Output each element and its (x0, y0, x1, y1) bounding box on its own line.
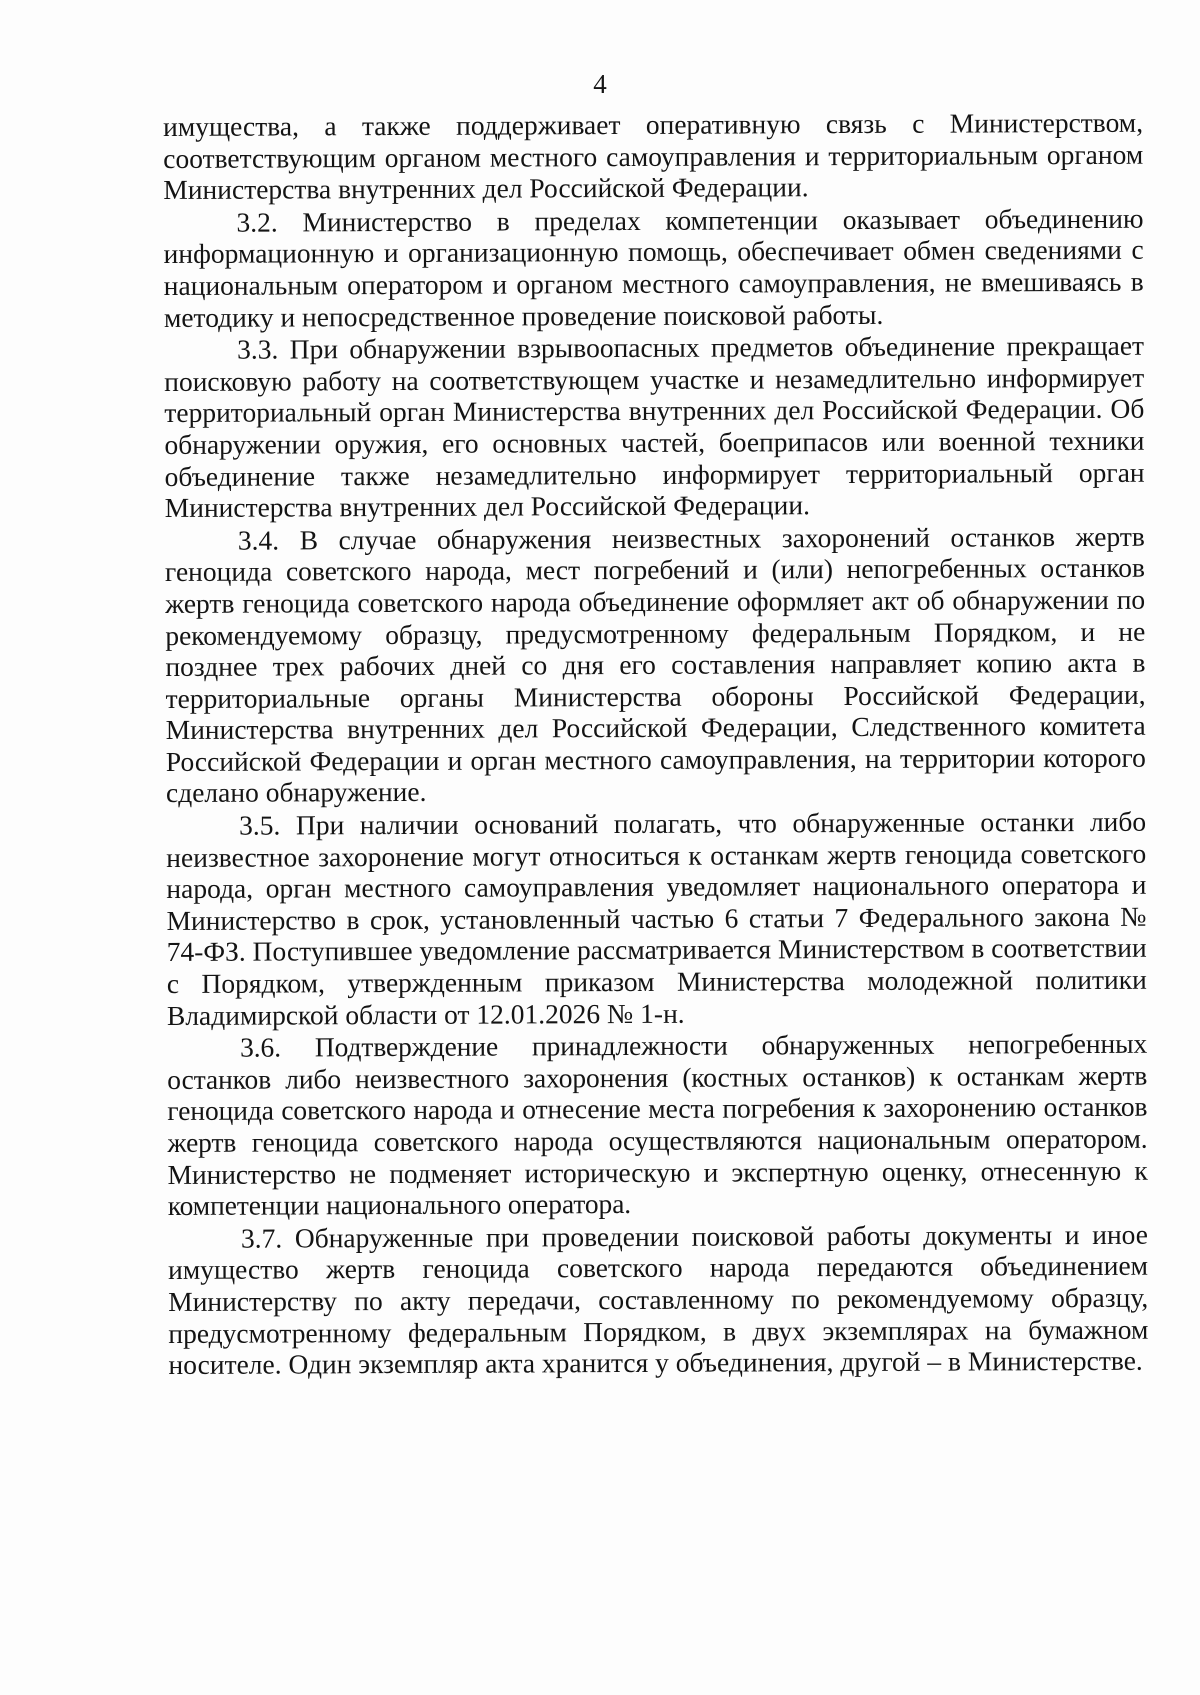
paragraph-3-4: 3.4. В случае обнаружения неизвестных захоронений останков жертв геноцида советского народа, мест погребений и (или) непогребенных останков жертв геноцида советского народа объединение оформляет акт об обнаружении по рекомендуемому образцу, предусмотренному федеральным Порядком, и не позднее трех рабочих дней со дня его составления направляет копию акта в территориальные органы Министерства обороны Российской Федерации, Министерства внутренних дел Российской Федерации, Следственного комитета Российской Федерации и орган местного самоуправления, на территории которого сделано обнаружение. (164, 520, 1146, 809)
paragraph-3-5: 3.5. При наличии оснований полагать, что обнаруженные останки либо неизвестное захоронение могут относиться к останкам жертв геноцида советского народа, орган местного самоуправления уведомляет национального оператора и Министерство в срок, установленный частью 6 статьи 7 Федерального закона № 74-ФЗ. Поступившее уведомление рассматривается Министерством в соответствии с Порядком, утвержденным приказом Министерства молодежной политики Владимирской области от 12.01.2026 № 1-н. (166, 805, 1147, 1031)
paragraph-3-3: 3.3. При обнаружении взрывоопасных предметов объединение прекращает поисковую работу на соответствующем участке и незамедлительно информирует территориальный орган Министерства внутренних дел Российской Федерации. Об обнаружении оружия, его основных частей, боеприпасов или военной техники объединение также незамедлительно информирует территориальный орган Министерства внутренних дел Российской Федерации. (164, 329, 1145, 524)
paragraph-3-7: 3.7. Обнаруженные при проведении поисковой работы документы и иное имущество жертв геноцида советского народа передаются объединением Министерству по акту передачи, составленному по рекомендуемому образцу, предусмотренному федеральным Порядком, в двух экземплярах на бумажном носителе. Один экземпляр акта хранится у объединения, другой – в Министерстве. (167, 1218, 1149, 1381)
paragraph-3-6: 3.6. Подтверждение принадлежности обнаруженных непогребенных останков либо неизвестного захоронения (костных останков) к останкам жертв геноцида советского народа и отнесение места погребения к захоронению останков жертв геноцида советского народа осуществляются национальным оператором. Министерство не подменяет историческую и экспертную оценку, отнесенную к компетенции национального оператора. (167, 1027, 1148, 1222)
paragraph-continuation: имущества, а также поддерживает оперативную связь с Министерством, соответствующим органом местного самоуправления и территориальным органом Министерства внутренних дел Российской Федерации. (163, 106, 1144, 206)
page-number: 4 (593, 69, 607, 99)
paragraph-3-2: 3.2. Министерство в пределах компетенции оказывает объединению информационную и организационную помощь, обеспечивает обмен сведениями с национальным оператором и органом местного самоуправления, не вмешиваясь в методику и непосредственное проведение поисковой работы. (163, 202, 1144, 333)
document-body (163, 107, 1149, 1382)
